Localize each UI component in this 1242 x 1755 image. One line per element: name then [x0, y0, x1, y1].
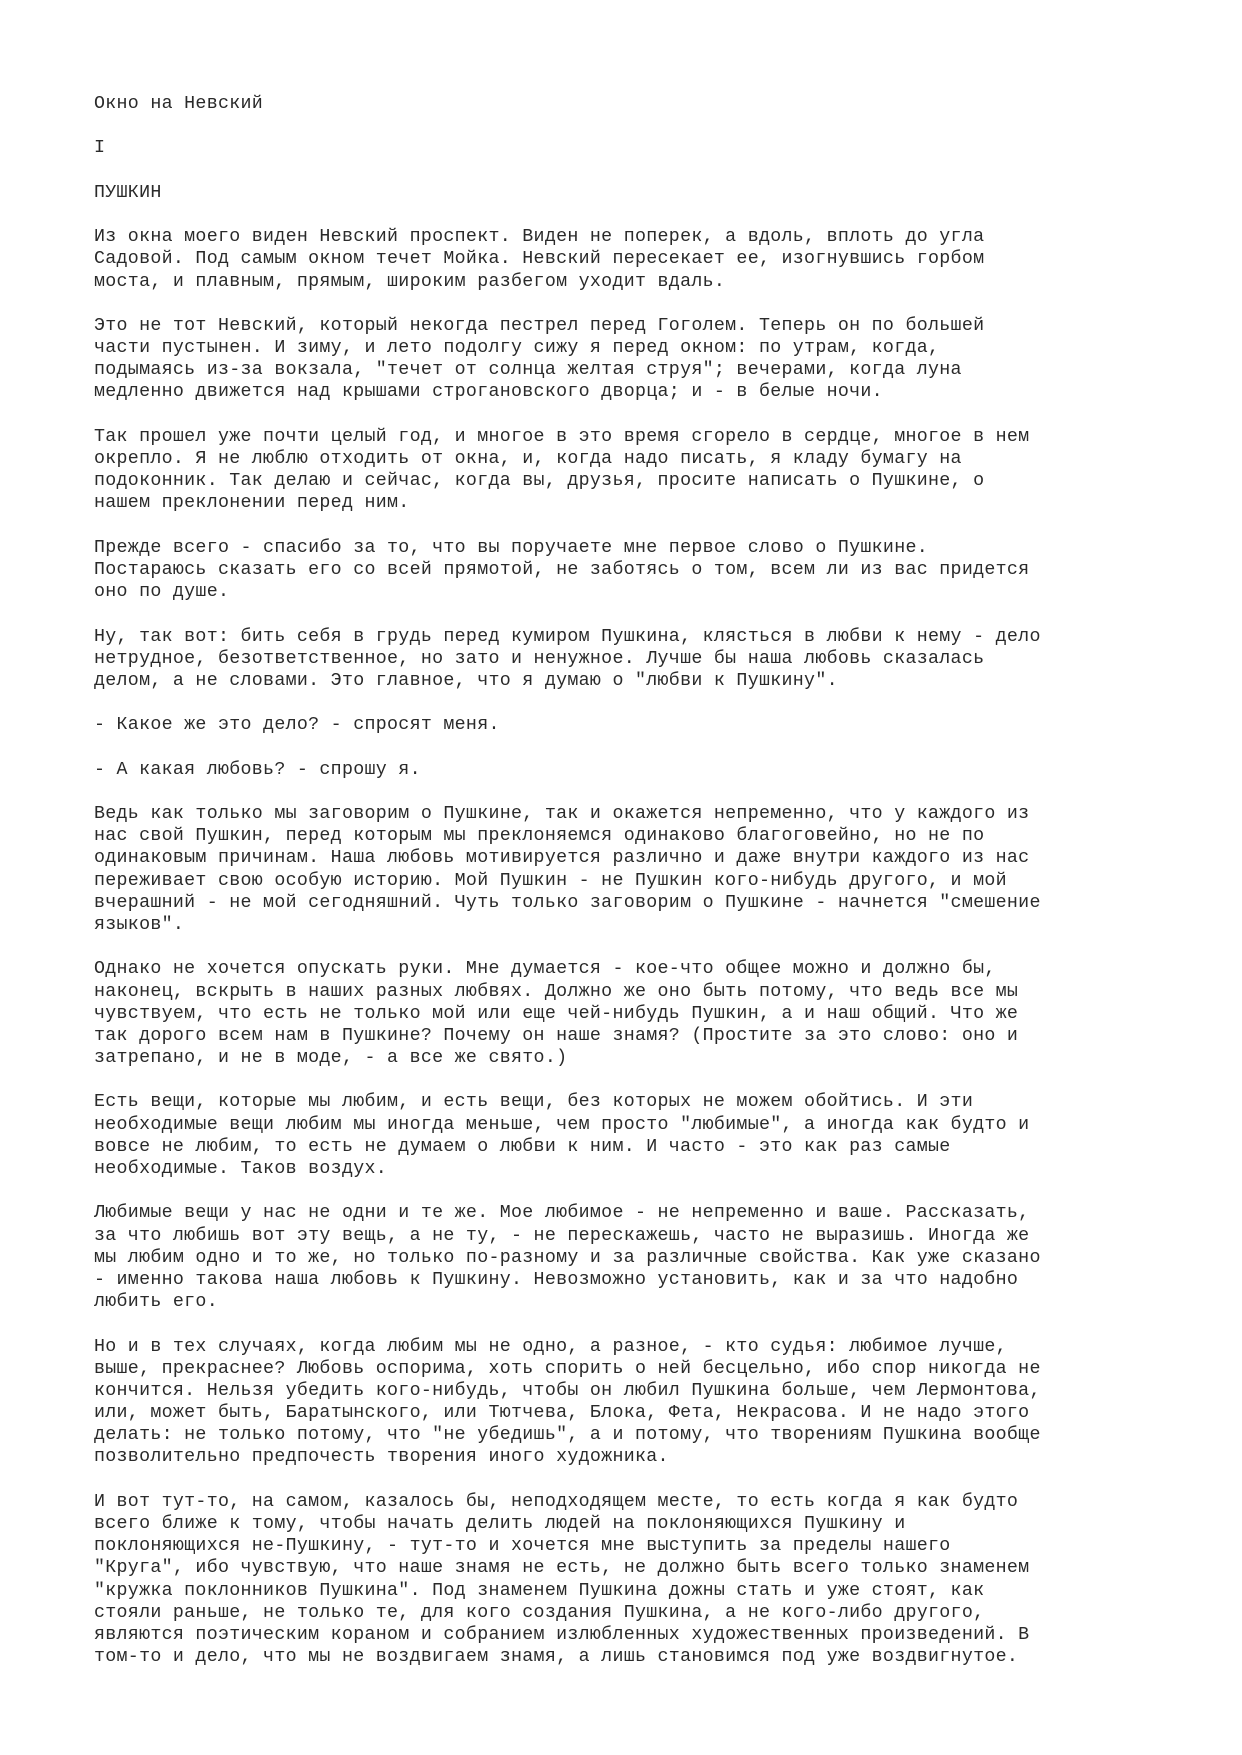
text-line: делом, а не словами. Это главное, что я думаю о "любви к Пушкину".	[94, 670, 838, 691]
paragraph-gap	[94, 1180, 1154, 1202]
text-line: окрепло. Я не люблю отходить от окна, и, когда надо писать, я кладу бумагу на	[94, 449, 962, 469]
text-line: Но и в тех случаях, когда любим мы не одно, а разное, - кто судья: любимое лучше,	[94, 1336, 1007, 1357]
text-line: вовсе не любим, то есть не думаем о любви к ним. И часто - это как раз самые	[94, 1136, 951, 1157]
paragraph	[94, 714, 1154, 736]
text-line: - А какая любовь? - спрошу я.	[94, 759, 421, 780]
paragraph	[94, 626, 1154, 693]
text-line: нашем преклонении перед ним.	[94, 493, 410, 514]
paragraph-gap	[94, 603, 1154, 625]
paragraph-gap	[94, 781, 1154, 803]
text-line: Ведь как только мы заговорим о Пушкине, так и окажется непременно, что у каждого из	[94, 804, 1030, 824]
text-line: Прежде всего - спасибо за то, что вы поручаете мне первое слово о Пушкине.	[94, 537, 929, 558]
text-line: Постараюсь сказать его со всей прямотой, не заботясь о том, всем ли из вас придется	[94, 559, 1030, 580]
text-line: том-то и дело, что мы не воздвигаем знамя, а лишь становимся под уже воздвигнутое.	[94, 1647, 1019, 1668]
text-line: медленно движется над крышами строгановского дворца; и - в белые ночи.	[94, 382, 883, 403]
text-line: являются поэтическим кораном и собранием излюбленных художественных произведений. В	[94, 1624, 1030, 1645]
spacer	[94, 204, 1154, 226]
text-line: затрепано, и не в моде, - а все же свято.)	[94, 1048, 568, 1069]
paragraph-gap	[94, 293, 1154, 315]
paragraph	[94, 1491, 1154, 1669]
text-line: Любимые вещи у нас не одни и те же. Мое любимое - не непременно и ваше. Рассказать,	[94, 1203, 1030, 1224]
spacer	[94, 115, 1154, 137]
text-line: нетрудное, безответственное, но зато и ненужное. Лучше бы наша любовь сказалась	[94, 648, 985, 669]
text-line: Садовой. Под самым окном течет Мойка. Невский пересекает ее, изогнувшись горбом	[94, 249, 985, 270]
paragraph-gap	[94, 692, 1154, 714]
text-line: выше, прекраснее? Любовь оспорима, хоть спорить о ней бесцельно, ибо спор никогда не	[94, 1358, 1041, 1379]
text-line: нас свой Пушкин, перед которым мы преклоняемся одинаково благоговейно, но не по	[94, 826, 985, 847]
text-line: "кружка поклонников Пушкина". Под знаменем Пушкина дожны стать и уже стоят, как	[94, 1580, 985, 1601]
paragraph	[94, 803, 1154, 936]
paragraph	[94, 1091, 1154, 1180]
paragraph-gap	[94, 1469, 1154, 1491]
text-line: стояли раньше, не только те, для кого создания Пушкина, а не кого-либо другого,	[94, 1602, 985, 1623]
text-line: оно по душе.	[94, 582, 230, 603]
text-line: позволительно предпочесть творения иного художника.	[94, 1447, 669, 1468]
text-line: И вот тут-то, на самом, казалось бы, неподходящем месте, то есть когда я как будто	[94, 1491, 1019, 1512]
text-line: языков".	[94, 914, 185, 935]
text-line: кончится. Нельзя убедить кого-нибудь, чтобы он любил Пушкина больше, чем Лермонтова,	[94, 1380, 1041, 1401]
text-line: чувствуем, что есть не только мой или еще чей-нибудь Пушкин, а и наш общий. Что же	[94, 1003, 1019, 1024]
text-line: - именно такова наша любовь к Пушкину. Невозможно установить, как и за что надобно	[94, 1269, 1019, 1290]
text-line: Однако не хочется опускать руки. Мне думается - кое-что общее можно и должно бы,	[94, 959, 996, 980]
text-line: любить его.	[94, 1292, 218, 1313]
text-line: одинаковым причинам. Наша любовь мотивируется различно и даже внутри каждого из нас	[94, 848, 1030, 869]
paragraph-gap	[94, 1069, 1154, 1091]
text-line: необходимые. Таков воздух.	[94, 1159, 388, 1179]
paragraph-gap	[94, 736, 1154, 758]
paragraph	[94, 426, 1154, 515]
text-line: за что любишь вот эту вещь, а не ту, - не перескажешь, часто не выразишь. Иногда же	[94, 1225, 1030, 1246]
body-text	[94, 226, 1154, 1668]
text-line: подоконник. Так делаю и сейчас, когда вы, друзья, просите написать о Пушкине, о	[94, 471, 985, 492]
text-line: части пустынен. И зиму, и лето подолгу сижу я перед окном: по утрам, когда,	[94, 338, 940, 359]
text-line: необходимые вещи любим мы иногда меньше, чем просто "любимые", а иногда как будто и	[94, 1114, 1030, 1135]
text-line: поклоняющихся не-Пушкину, - тут-то и хочется мне выступить за пределы нашего	[94, 1536, 951, 1557]
paragraph	[94, 759, 1154, 781]
paragraph-gap	[94, 936, 1154, 958]
paragraph-gap	[94, 515, 1154, 537]
paragraph	[94, 537, 1154, 604]
text-line: всего ближе к тому, чтобы начать делить людей на поклоняющихся Пушкину и	[94, 1514, 906, 1534]
document-title: Окно на Невский	[94, 94, 264, 114]
paragraph	[94, 958, 1154, 1069]
text-line: или, может быть, Баратынского, или Тютчева, Блока, Фета, Некрасова. И не надо этого	[94, 1403, 1030, 1424]
paragraph	[94, 1202, 1154, 1313]
spacer	[94, 160, 1154, 182]
text-line: переживает свою особую историю. Мой Пушкин - не Пушкин кого-нибудь другого, и мой	[94, 870, 1007, 891]
text-line: моста, и плавным, прямым, широким разбегом уходит вдаль.	[94, 271, 726, 292]
text-line: - Какое же это дело? - спросят меня.	[94, 715, 500, 736]
section-title: ПУШКИН	[94, 182, 162, 203]
document-page	[94, 93, 1154, 1668]
paragraph	[94, 315, 1154, 404]
paragraph-gap	[94, 404, 1154, 426]
paragraph	[94, 226, 1154, 293]
paragraph	[94, 1336, 1154, 1469]
text-line: Из окна моего виден Невский проспект. Виден не поперек, а вдоль, вплоть до угла	[94, 227, 985, 248]
text-line: вчерашний - не мой сегодняшний. Чуть только заговорим о Пушкине - начнется "смешение	[94, 892, 1041, 913]
text-line: Это не тот Невский, который некогда пестрел перед Гоголем. Теперь он по большей	[94, 315, 985, 336]
text-line: делать: не только потому, что "не убедишь", а и потому, что творениям Пушкина вообще	[94, 1425, 1041, 1446]
text-line: Ну, так вот: бить себя в грудь перед кумиром Пушкина, клясться в любви к нему - дело	[94, 626, 1041, 647]
paragraph-gap	[94, 1313, 1154, 1335]
text-line: Так прошел уже почти целый год, и многое в это время сгорело в сердце, многое в нем	[94, 426, 1030, 447]
chapter-number: I	[94, 138, 106, 159]
text-line: подымаясь из-за вокзала, "течет от солнца желтая струя"; вечерами, когда луна	[94, 360, 962, 381]
text-line: мы любим одно и то же, но только по-разному и за различные свойства. Как уже сказано	[94, 1247, 1041, 1268]
text-line: "Круга", ибо чувствую, что наше знамя не есть, не должно быть всего только знаменем	[94, 1558, 1030, 1579]
text-line: Есть вещи, которые мы любим, и есть вещи, без которых не можем обойтись. И эти	[94, 1092, 974, 1113]
text-line: так дорого всем нам в Пушкине? Почему он наше знамя? (Простите за это слово: оно и	[94, 1025, 1019, 1046]
text-line: наконец, вскрыть в наших разных любвях. Должно же оно быть потому, что ведь все мы	[94, 981, 1019, 1002]
